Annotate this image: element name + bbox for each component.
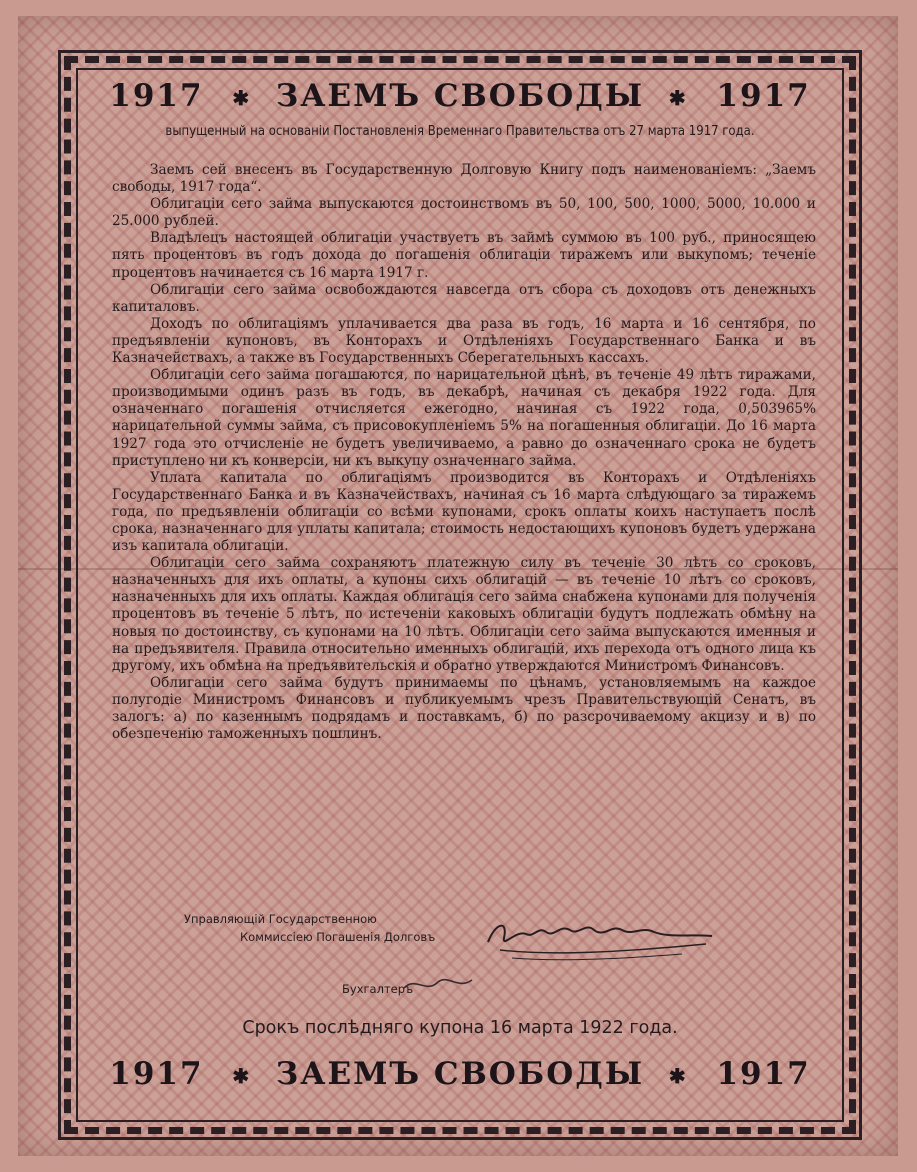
paragraph: Облигацiи сего займа освобождаются навсегда отъ сбора съ доходовъ отъ денежныхъ капиталовъ.: [112, 281, 816, 315]
paragraph: Облигацiи сего займа сохраняютъ платежную силу въ теченiе 30 лѣтъ со сроковъ, назначенныхъ для ихъ оплаты, а купоны сихъ облигацiй — въ теченiе 10 лѣтъ со сроковъ, назначенныхъ для ихъ оплаты. Каждая облигацiя сего займа снабжена купонами для полученiя процентовъ въ теченiе 5 лѣтъ, по истеченiи каковыхъ облигацiи будутъ подлежать обмѣну на новыя по достоинству, съ купонами на 10 лѣтъ. Облигацiи сего займа выпускаются именныя и на предъявителя. Правила относительно именныхъ облигацiй, ихъ перехода отъ одного лица къ другому, ихъ обмѣна на предъявительскiя и обратно утверждаются Министромъ Финансовъ.: [112, 555, 816, 674]
manager-signature: [482, 908, 718, 964]
paragraph: Заемъ сей внесенъ въ Государственную Долговую Книгу подъ наименованiемъ: „Заемъ свободы, 1917 года“.: [112, 162, 816, 196]
accountant-signature: [400, 968, 480, 998]
manager-title-line1: Управляющiй Государственною: [184, 912, 377, 926]
star-icon: ✱: [232, 1063, 252, 1088]
paragraph: Доходъ по облигацiямъ уплачивается два раза въ годъ, 16 марта и 16 сентября, по предъявленiи купоновъ, въ Конторахъ и Отдѣленiяхъ Государственнаго Банка и въ Казначействахъ, а также въ Государственныхъ Сберегательныхъ кассахъ.: [112, 315, 816, 367]
star-icon: ✱: [232, 85, 252, 110]
title-year-left: 1917: [109, 78, 204, 114]
footer-title: [80, 1056, 840, 1092]
title-year-right: 1917: [716, 78, 811, 114]
footer-title-text: ЗАЕМЪ СВОБОДЫ: [275, 1056, 645, 1092]
paragraph: Владѣлецъ настоящей облигацiи участвуетъ въ займѣ суммою въ 100 руб., приносящею пять процентовъ въ годъ дохода до погашенiя облигацiи тиражемъ или выкупомъ; теченiе процентовъ начинается съ 16 марта 1917 г.: [112, 230, 816, 281]
paragraph: Уплата капитала по облигацiямъ производится въ Конторахъ и Отдѣленiяхъ Государственнаго Банка и въ Казначействахъ, начиная съ 16 марта слѣдующаго за тиражемъ года, по предъявленiи облигацiи со всѣми купонами, срокъ оплаты коихъ наступаетъ послѣ срока, назначеннаго для уплаты капитала; стоимость недостающихъ купоновъ будетъ удержана изъ капитала облигацiи.: [112, 469, 816, 555]
star-icon: ✱: [668, 1063, 688, 1088]
footer-year-right: 1917: [716, 1056, 811, 1092]
accountant-label: Бухгалтеръ: [342, 982, 414, 996]
subtitle: выпущенный на основанiи Постановленiя Временнаго Правительства отъ 27 марта 1917 года.: [165, 124, 755, 139]
bond-text: [112, 162, 816, 743]
paragraph: Облигацiи сего займа будутъ принимаемы по цѣнамъ, установляемымъ на каждое полугодiе Министромъ Финансовъ и публикуемымъ чрезъ Правительствующiй Сенатъ, въ залогъ: а) по казеннымъ подрядамъ и поставкамъ, б) по разсрочиваемому акцизу и в) по обезпеченiю таможенныхъ пошлинъ.: [112, 674, 816, 743]
paragraph: Облигацiи сего займа выпускаются достоинствомъ въ 50, 100, 500, 1000, 5000, 10.000 и 25.000 рублей.: [112, 196, 816, 230]
header-title: [80, 78, 840, 114]
footer-year-left: 1917: [109, 1056, 204, 1092]
manager-title-line2: Коммиссiею Погашенiя Долговъ: [240, 930, 436, 944]
last-coupon-date: Срокъ послѣдняго купона 16 марта 1922 года.: [242, 1018, 678, 1038]
title-text: ЗАЕМЪ СВОБОДЫ: [275, 78, 645, 114]
star-icon: ✱: [668, 85, 688, 110]
paragraph: Облигацiи сего займа погашаются, по нарицательной цѣнѣ, въ теченiе 49 лѣтъ тиражами, производимыми одинъ разъ въ годъ, въ декабрѣ, начиная съ декабря 1922 года. Для означеннаго погашенiя отчисляется ежегодно, начиная съ 1922 года, 0,503965% нарицательной суммы займа, съ присовокупленiемъ 5% на погашенныя облигацiи. До 16 марта 1927 года это отчисленiе не будетъ увеличиваемо, а равно до означеннаго срока не будетъ приступлено ни къ конверсiи, ни къ выкупу означеннаго займа.: [112, 367, 816, 469]
